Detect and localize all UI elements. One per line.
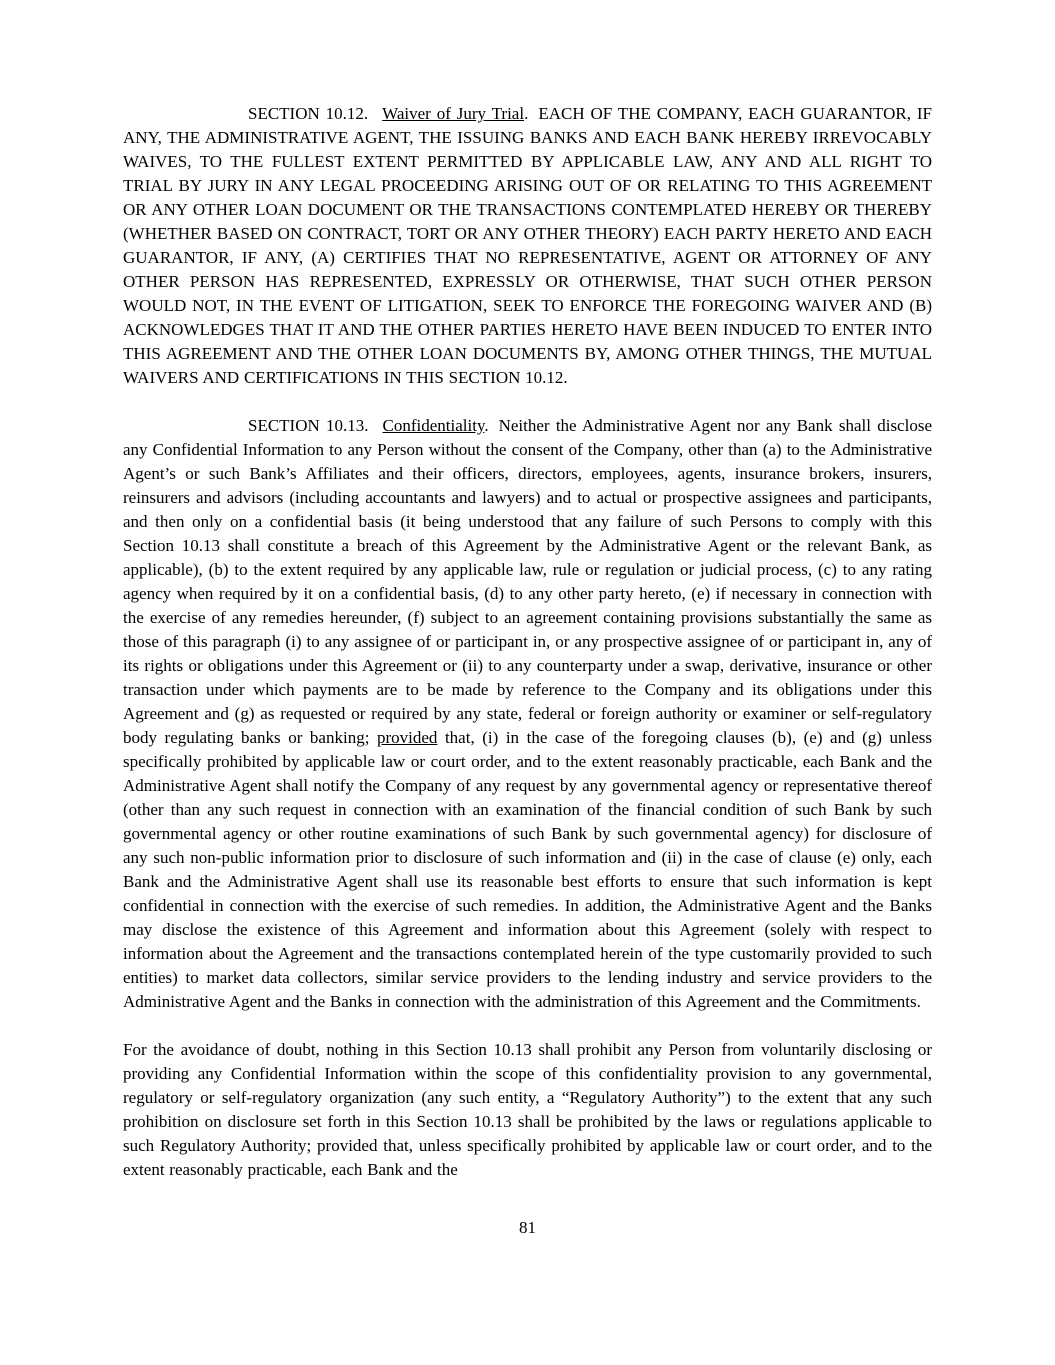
paragraph-section-10-12 [123,102,932,390]
section-10-13-title-period: . [484,416,489,435]
provided-defined-term: provided [376,728,438,747]
paragraph-section-10-13 [123,414,932,1014]
section-10-13-label: SECTION 10.13. [248,416,369,435]
section-10-12-body: EACH OF THE COMPANY, EACH GUARANTOR, IF ANY, THE ADMINISTRATIVE AGENT, THE ISSUING BANKS AND EACH BANK HEREBY IRREVOCABLY WAIVES, TO THE FULLEST EXTENT PERMITTED BY APPLICABLE LAW, ANY AND ALL RIGHT TO TRIAL BY JURY IN ANY LEGAL PROCEEDING ARISING OUT OF OR RELATING TO THIS AGREEMENT OR ANY OTHER LOAN DOCUMENT OR THE TRANSACTIONS CONTEMPLATED HEREBY OR THEREBY (WHETHER BASED ON CONTRACT, TORT OR ANY OTHER THEORY) EACH PARTY HERETO AND EACH GUARANTOR, IF ANY, (A) CERTIFIES THAT NO REPRESENTATIVE, AGENT OR ATTORNEY OF ANY OTHER PERSON HAS REPRESENTED, EXPRESSLY OR OTHERWISE, THAT SUCH OTHER PERSON WOULD NOT, IN THE EVENT OF LITIGATION, SEEK TO ENFORCE THE FOREGOING WAIVER AND (B) ACKNOWLEDGES THAT IT AND THE OTHER PARTIES HERETO HAVE BEEN INDUCED TO ENTER INTO THIS AGREEMENT AND THE OTHER LOAN DOCUMENTS BY, AMONG OTHER THINGS, THE MUTUAL WAIVERS AND CERTIFICATIONS IN THIS SECTION 10.12. [123,104,932,387]
section-10-13-body-before-provided: Neither the Administrative Agent nor any Bank shall disclose any Confidential Information to any Person without the consent of the Company, other than (a) to the Administrative Agent’s or such Bank’s Affiliates and their officers, directors, employees, agents, insurance brokers, insurers, reinsurers and advisors (including accountants and lawyers) and to actual or prospective assignees and participants, and then only on a confidential basis (it being understood that any failure of such Persons to comply with this Section 10.13 shall constitute a breach of this Agreement by the Administrative Agent or the relevant Bank, as applicable), (b) to the extent required by any applicable law, rule or regulation or judicial process, (c) to any rating agency when required by it on a confidential basis, (d) to any other party hereto, (e) if necessary in connection with the exercise of any remedies hereunder, (f) subject to an agreement containing provisions substantially the same as those of this paragraph (i) to any assignee of or participant in, or any prospective assignee of or participant in, any of its rights or obligations under this Agreement or (ii) to any counterparty under a swap, derivative, insurance or other transaction under which payments are to be made by reference to the Company and its obligations under this Agreement and (g) as requested or required by any state, federal or foreign authority or examiner or self-regulatory body regulating banks or banking; [123,416,932,747]
paragraph-avoidance-of-doubt [123,1038,932,1182]
section-10-12-title: Waiver of Jury Trial [382,104,525,123]
page-number: 81 [519,1218,536,1237]
section-10-13-title: Confidentiality [382,416,485,435]
section-10-12-title-period: . [524,104,529,123]
avoidance-of-doubt-text: For the avoidance of doubt, nothing in this Section 10.13 shall prohibit any Person from voluntarily disclosing or providing any Confidential Information within the scope of this confidentiality provision to any governmental, regulatory or self-regulatory organization (any such entity, a “Regulatory Authority”) to the extent that any such prohibition on disclosure set forth in this Section 10.13 shall be prohibited by the laws or regulations applicable to such Regulatory Authority; provided that, unless specifically prohibited by applicable law or court order, and to the extent reasonably practicable, each Bank and the [123,1040,932,1179]
section-10-13-body-after-provided: that, (i) in the case of the foregoing clauses (b), (e) and (g) unless specifically prohibited by applicable law or court order, and to the extent reasonably practicable, each Bank and the Administrative Agent shall notify the Company of any request by any governmental agency or representative thereof (other than any such request in connection with an examination of the financial condition of such Bank by such governmental agency or other routine examinations of such Bank by such governmental agency) for disclosure of any such non-public information prior to disclosure of such information and (ii) in the case of clause (e) only, each Bank and the Administrative Agent shall use its reasonable best efforts to ensure that such information is kept confidential in connection with the exercise of such remedies. In addition, the Administrative Agent and the Banks may disclose the existence of this Agreement and information about this Agreement (solely with respect to information about the Agreement and the transactions contemplated herein of the type customarily provided to such entities) to market data collectors, similar service providers to the lending industry and service providers to the Administrative Agent and the Banks in connection with the administration of this Agreement and the Commitments. [123,728,932,1011]
page-footer [0,1216,1055,1240]
section-10-12-label: SECTION 10.12. [248,104,369,123]
